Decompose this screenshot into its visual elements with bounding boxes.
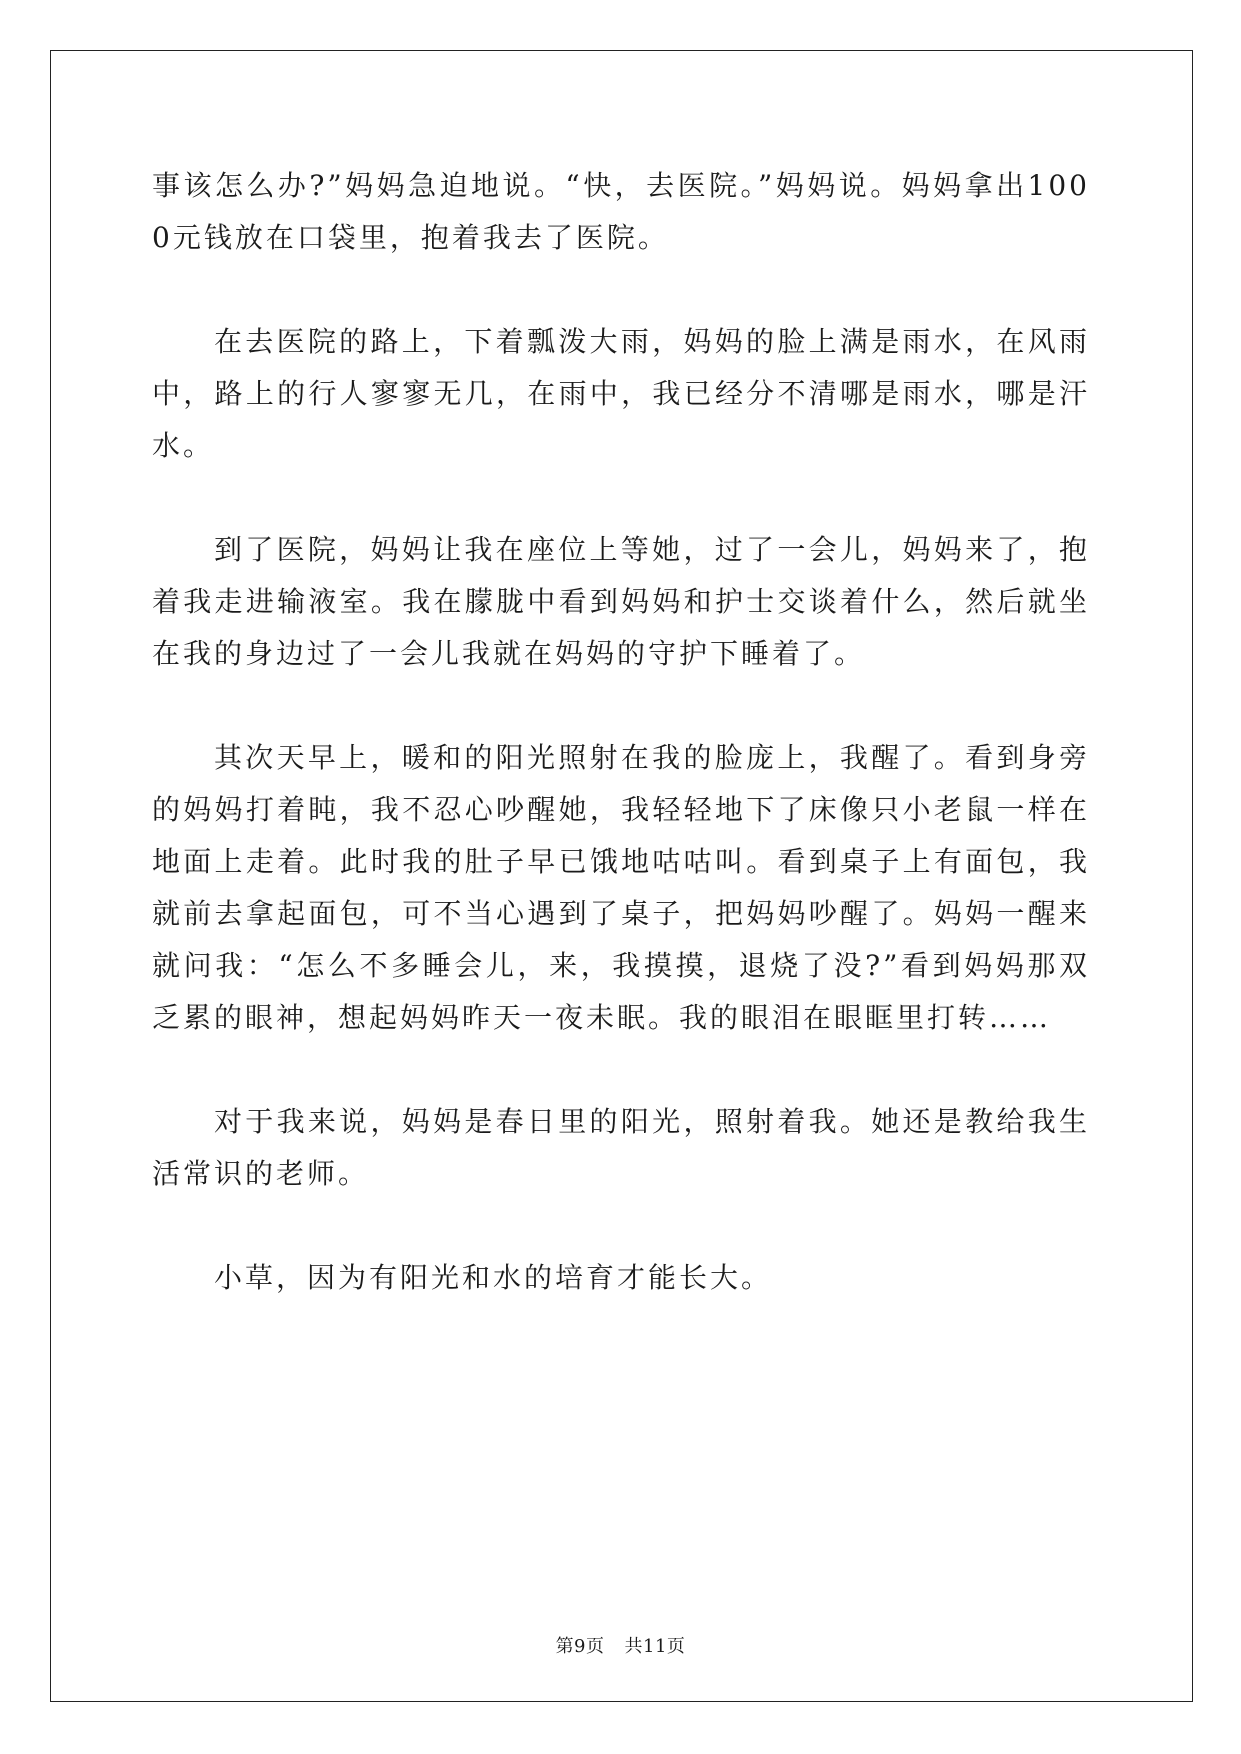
page-number: 第9页 [555, 1636, 605, 1657]
paragraph-1: 事该怎么办?”妈妈急迫地说。“快，去医院。”妈妈说。妈妈拿出1000元钱放在口袋里，抱着我去了医院。 [152, 169, 1090, 254]
document-body [152, 160, 1090, 1356]
paragraph-5: 对于我来说，妈妈是春日里的阳光，照射着我。她还是教给我生活常识的老师。 [152, 1105, 1090, 1190]
paragraph-2: 在去医院的路上，下着瓢泼大雨，妈妈的脸上满是雨水，在风雨中，路上的行人寥寥无几，在雨中，我已经分不清哪是雨水，哪是汗水。 [152, 325, 1090, 462]
page-total: 共11页 [624, 1636, 686, 1657]
paragraph-4: 其次天早上，暖和的阳光照射在我的脸庞上，我醒了。看到身旁的妈妈打着盹，我不忍心吵醒她，我轻轻地下了床像只小老鼠一样在地面上走着。此时我的肚子早已饿地咕咕叫。看到桌子上有面包，我就前去拿起面包，可不当心遇到了桌子，把妈妈吵醒了。妈妈一醒来就问我：“怎么不多睡会儿，来，我摸摸，退烧了没?”看到妈妈那双乏累的眼神，想起妈妈昨天一夜未眠。我的眼泪在眼眶里打转…… [152, 741, 1090, 1034]
page-footer [0, 1632, 1241, 1658]
paragraph-6: 小草，因为有阳光和水的培育才能长大。 [214, 1261, 773, 1294]
paragraph-3: 到了医院，妈妈让我在座位上等她，过了一会儿，妈妈来了，抱着我走进输液室。我在朦胧中看到妈妈和护士交谈着什么，然后就坐在我的身边过了一会儿我就在妈妈的守护下睡着了。 [152, 533, 1090, 670]
